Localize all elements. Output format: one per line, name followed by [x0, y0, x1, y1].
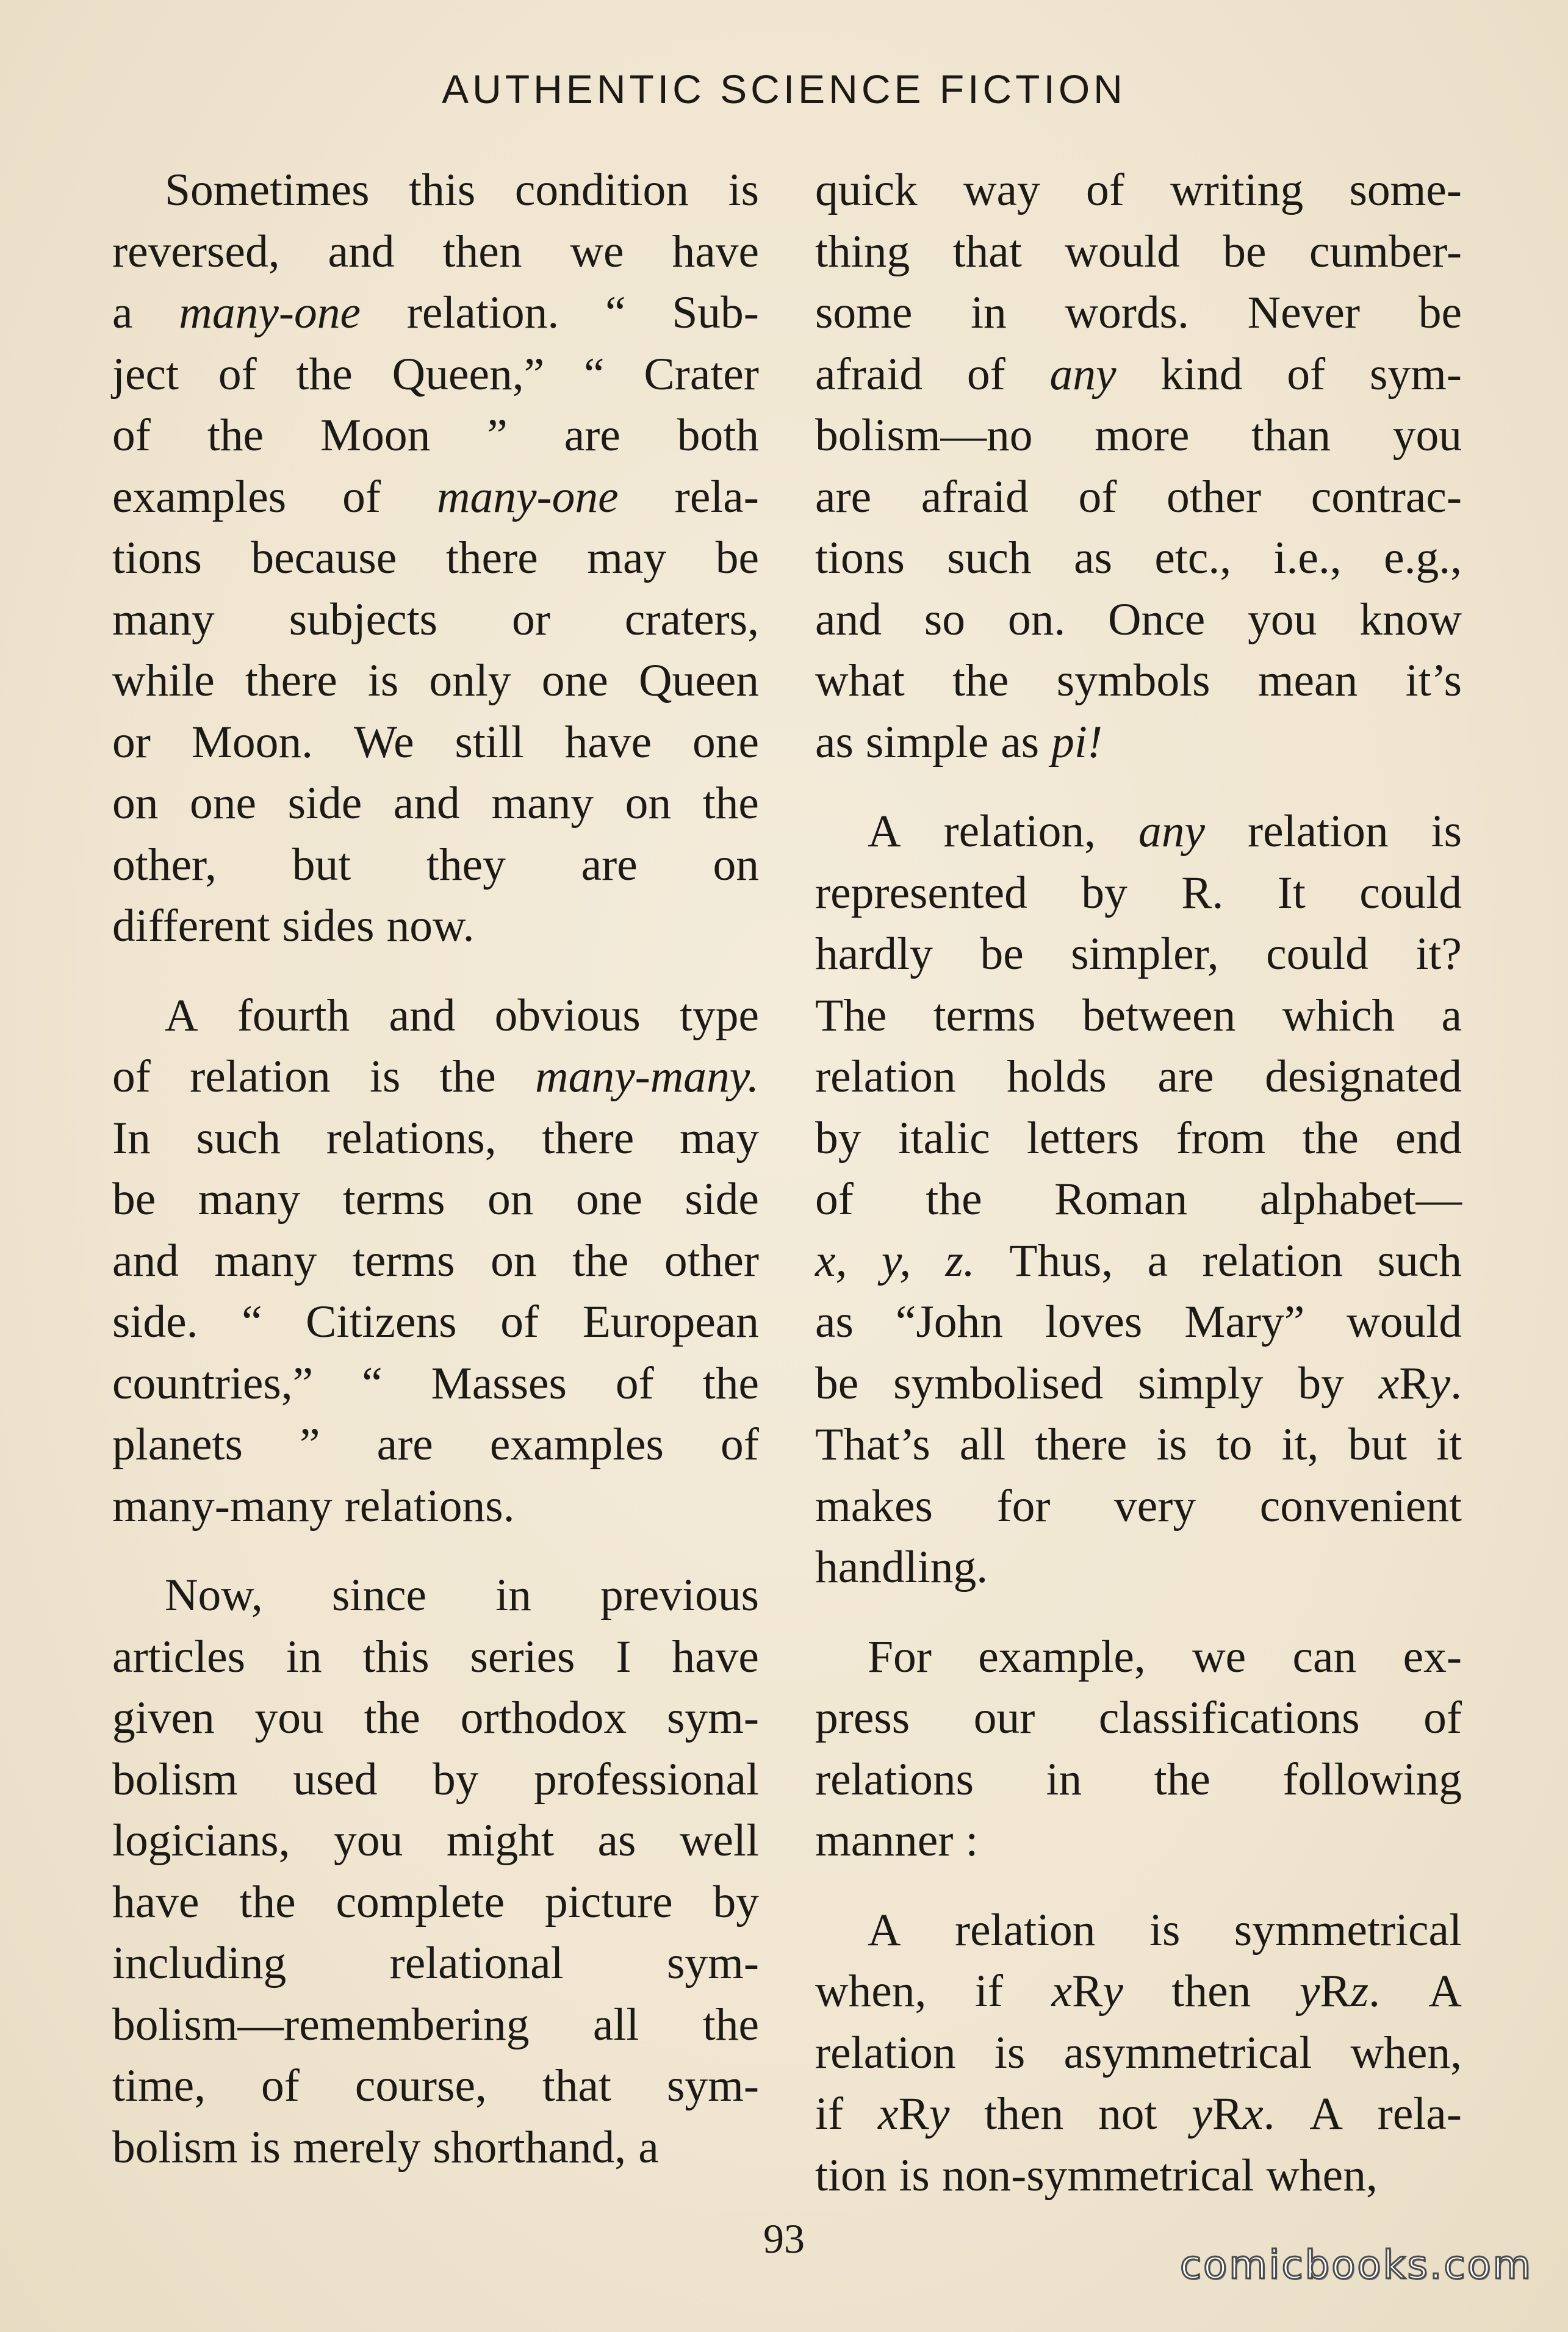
- paragraph: [815, 1900, 1462, 2207]
- text-line: relation holds are designated: [815, 1051, 1462, 1102]
- text-line: x, y, z. Thus, a relation such: [815, 1235, 1462, 1286]
- text-line: Sometimes this condition is: [165, 165, 759, 215]
- text-line: many subjects or craters,: [112, 594, 759, 645]
- text-line: many-many relations.: [112, 1480, 515, 1531]
- text-line: of the Moon ” are both: [112, 410, 759, 461]
- text-line: articles in this series I have: [112, 1631, 759, 1682]
- paragraph: [112, 160, 759, 957]
- text-line: In such relations, there may: [112, 1112, 759, 1164]
- text-line: For example, we can ex-: [868, 1631, 1462, 1682]
- text-line: tions because there may be: [112, 533, 759, 583]
- text-line: of relation is the many-many.: [112, 1051, 759, 1102]
- text-line: represented by R. It could: [815, 867, 1462, 918]
- text-line: time, of course, that sym-: [112, 2060, 759, 2111]
- text-line: by italic letters from the end: [815, 1112, 1462, 1164]
- text-line: countries,” “ Masses of the: [112, 1358, 759, 1409]
- text-line: ject of the Queen,” “ Crater: [112, 348, 759, 400]
- page-number: 93: [763, 2215, 805, 2262]
- text-line: That’s all there is to it, but it: [815, 1419, 1462, 1470]
- text-line: on one side and many on the: [112, 778, 759, 829]
- text-line: when, if xRy then yRz. A: [815, 1966, 1462, 2017]
- text-line: bolism—no more than you: [815, 410, 1462, 461]
- text-line: or Moon. We still have one: [112, 716, 759, 768]
- text-line: reversed, and then we have: [112, 226, 759, 277]
- text-line: logicians, you might as well: [112, 1815, 759, 1866]
- left-column: [112, 160, 759, 2206]
- text-line: thing that would be cumber-: [815, 226, 1462, 277]
- paragraph: [112, 1565, 759, 2178]
- text-line: handling.: [815, 1542, 988, 1592]
- text-line: examples of many-one rela-: [112, 471, 759, 522]
- text-line: be many terms on one side: [112, 1174, 759, 1225]
- text-line: and many terms on the other: [112, 1235, 759, 1286]
- text-line: a many-one relation. “ Sub-: [112, 287, 759, 338]
- text-line: and so on. Once you know: [815, 594, 1462, 645]
- text-line: Now, since in previous: [165, 1570, 759, 1621]
- text-line: tions such as etc., i.e., e.g.,: [815, 533, 1462, 583]
- text-line: bolism—remembering all the: [112, 1999, 759, 2050]
- text-line: afraid of any kind of sym-: [815, 348, 1462, 400]
- text-line: of the Roman alphabet—: [815, 1174, 1462, 1225]
- right-column: [815, 160, 1462, 2234]
- paragraph: [112, 985, 759, 1538]
- site-watermark: comicbooks.com: [1179, 2243, 1533, 2288]
- text-line: some in words. Never be: [815, 287, 1462, 338]
- text-line: have the complete picture by: [112, 1876, 759, 1927]
- text-line: while there is only one Queen: [112, 655, 759, 706]
- text-line: A relation, any relation is: [868, 806, 1462, 857]
- text-line: tion is non-symmetrical when,: [815, 2150, 1378, 2201]
- text-line: including relational sym-: [112, 1938, 759, 1988]
- text-line: are afraid of other contrac-: [815, 471, 1462, 522]
- text-line: as simple as pi!: [815, 716, 1103, 768]
- text-line: relations in the following: [815, 1754, 1462, 1805]
- paragraph: [815, 801, 1462, 1599]
- text-line: if xRy then not yRx. A rela-: [815, 2089, 1462, 2139]
- text-line: A relation is symmetrical: [868, 1904, 1462, 1956]
- text-line: bolism used by professional: [112, 1754, 759, 1805]
- text-line: makes for very convenient: [815, 1480, 1462, 1531]
- text-line: relation is asymmetrical when,: [815, 2027, 1462, 2078]
- text-line: The terms between which a: [815, 990, 1462, 1041]
- text-line: quick way of writing some-: [815, 165, 1462, 215]
- text-line: bolism is merely shorthand, a: [112, 2121, 659, 2173]
- text-line: what the symbols mean it’s: [815, 655, 1462, 706]
- text-line: be symbolised simply by xRy.: [815, 1358, 1462, 1409]
- text-line: A fourth and obvious type: [165, 990, 759, 1041]
- paragraph: [815, 1627, 1462, 1872]
- text-line: manner :: [815, 1815, 979, 1866]
- running-header: AUTHENTIC SCIENCE FICTION: [442, 67, 1126, 112]
- text-line: as “John loves Mary” would: [815, 1297, 1462, 1347]
- text-line: other, but they are on: [112, 839, 759, 890]
- text-line: planets ” are examples of: [112, 1419, 759, 1470]
- text-line: press our classifications of: [815, 1693, 1462, 1743]
- text-line: hardly be simpler, could it?: [815, 929, 1462, 979]
- text-line: side. “ Citizens of European: [112, 1297, 759, 1347]
- text-line: given you the orthodox sym-: [112, 1693, 759, 1743]
- paragraph: [815, 160, 1462, 773]
- text-line: different sides now.: [112, 901, 475, 951]
